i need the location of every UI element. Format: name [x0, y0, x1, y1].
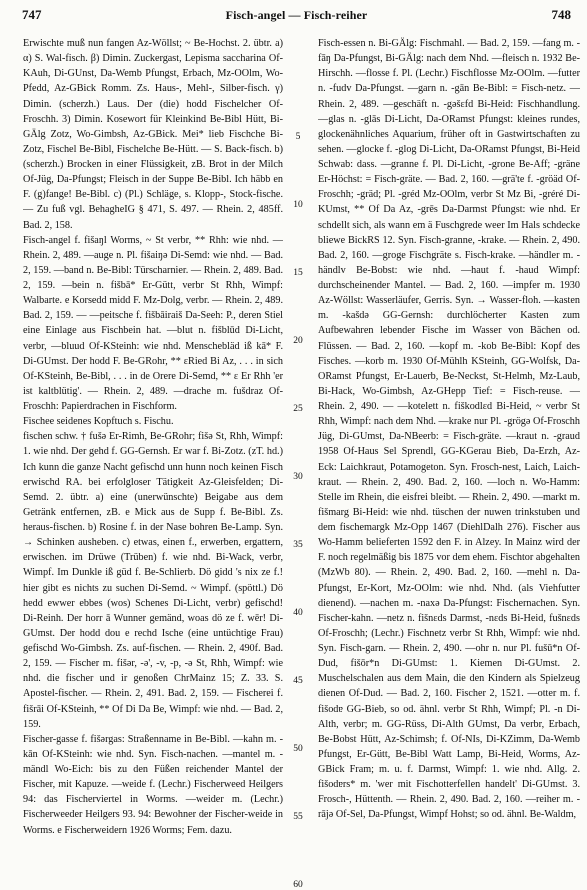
page-header [22, 4, 571, 26]
entry-fischen: fischen schw. † fušə Er-Rimh, Be-GRohr; fišə St, Rhh, Wimpf: 1. wie nhd. Der gehd f. GG-Gernsh. Er war f. Bi-Zotz. (zT. hd.) Ich kunn die ganze Nacht gefischd unn hunn noch keinen Fisch erwischd RA. bei erfolgloser Tätigkeit Az-Gleisfelden; Di-Semd. 2. übtr. a) eine (unerwünschte) Beigabe aus dem Getränk entfernen, zB. e Mick aus de Supp f. Be-Bibl. Zs. heraus-fischen. b) Rosine f. in der Nase bohren Be-Lamp. Syn. → Schinken ausheben. c) etwas, einen f., erwerben, ergattern, erwischen. im Drüwe (Trüben) f. wie nhd. Bi-Wack, verbr, Wimpf. Im Dunkle iß güd f. Be-Schlierb. Dö gidd 's nix ze f.! hier gibt es nichts zu suchen Di-Semd. ~ Wimpf. (spöttl.) Dö hedd ewwer ebbes (wos) Schenes Di-Licht, verbr) gefischd! Di-Reinh. Der horr ā Wunner gemänd, woas dö ze f. wēr! Di-GUmst. Der hodd dou e rechd Ische (eine untüchtige Frau) gefischd Wo-Gimbsh. Zs. auf-fischen. — Rhein. 2, 490f. Bad. 2, 159. — Fischer m. fišər, -ə', -v, -p, -ə St, Rhh, Wimpf: wie nhd. die fischer und ir genoßen ChrMainz 15; Z. 33. S. Apostel-fischer. — Rhein. 2, 491. Bad. 2, 159. — Fischerei f. fišrāi Of-KSteinh, ** Of Di Da Be, Wimpf: wie nhd. — Bad. 2, 159. [23, 431, 283, 730]
line-number: 50 [293, 744, 303, 754]
line-number: 20 [293, 336, 303, 346]
left-page-number: 747 [22, 7, 42, 22]
line-number: 10 [293, 200, 303, 210]
entry-fischer-gasse: Fischer-gasse f. fišərgas: Straßenname in Be-Bibl. —kahn m. -kān Of-KSteinh: wie nhd. Syn. Fisch-nachen. —mantel m. -mändl Wo-Eich: bis zu den Füßen reichender Mantel der Fischer, mit Kapuze. —weide f. (Lechr.) Fischerweed Heilgers 94: das Fischerviertel in Worms. —weider m. (Lechr.) Fischerweeder Heilgers 93. 94: Bewohner der Fischer-weide in Worms. e Fischerweidern 1926 Worms; Fem. dazu. [23, 733, 283, 836]
line-number: 35 [293, 540, 303, 550]
line-number: 55 [293, 812, 303, 822]
line-number: 40 [293, 608, 303, 618]
right-column [318, 36, 580, 864]
entry-fischee: Fischee seidenes Kopftuch s. Fischu. [23, 416, 174, 428]
line-number: 5 [295, 132, 301, 142]
right-page-number: 748 [551, 7, 571, 22]
line-number: 25 [293, 404, 303, 414]
line-number: 30 [293, 472, 303, 482]
entry-fisch-senses: Erwischte muß nun fangen Az-Wöllst; ~ Be-Hochst. 2. übtr. a) α) S. Wal-fisch. β) Dimin. Zuckergast, Lepisma saccharina Of-KAuh, Di-GUnst, Da-Wemb Pfungst, Erbach, Mz-OOlm, Wo-Pfedd, Az-GBick Romm. Zs. Haus-, Mehl-, Silber-fisch. γ) Dimin. (scherzh.) Laus. Der (die) hodd Fischelcher Of-Froschh. 3) Dimin. Kosewort für Kleinkind Be-Bibl Hütt, Bi-GÄlg Zotz, Wo-Gimbsh, Az-GBick. Mei* lieb Fischche Bi-Zotz, Fischel Be-Bibl, Fischelche Be-Hütt. — S. Back-fisch. b) (scherzh.) Brocken in einer Flüssigkeit, zB. Brot in der Milch Of-Jüg, Da-Pfungst; Fleisch in der Suppe Be-Bibl. Ich häbb en F. (g)fange! Be-Bibl. c) (Pl.) Schläge, s. Klopp-, Stock-fische. — Zu fuß vgl. BehagheIG § 471, S. 497. — Rhein. 2, 485ff. Bad. 2, 158. [23, 38, 283, 231]
entry-fisch-essen: Fisch-essen n. Bi-GÄlg: Fischmahl. — Bad. 2, 159. —fang m. -fāŋ Da-Pfungst, Bi-GÄlg: nach dem Nhd. —fleisch n. 1932 Be-Hirschh. —flosse f. Pl. (Lechr.) Fischflosse Mz-OOlm. —futter n. -fudv Da-Pfungst. —garn n. -gān Be-Bibl: = Fisch-netz. — Rhein. 2, 489. —geschäft n. -gəšɛfd Bi-Heid: Fischhandlung. —glas n. -glās Di-Licht, Da-ORamst Pfungst: kleines rundes, glockenähnliches Aquarium, früher oft in Gastwirtschaften zu sehen. —glocke f. -glog Di-Licht, Da-ORamst Pfungst, Bi-Heid Schwab: dass. —granne f. Pl. Di-Licht, -grone Be-Aff; -gräne Er-Höchst: = Fisch-gräte. — Bad. 2, 160. —grä'te f. -gröäd Of-Froschh; -gräd; Pl. -gréd Mz-OOlm, verbr St Mz Bi, -gréré Di-KUmst, ** Of Da Az, -grēs Da-Darmst Pfungst: wie nhd. Er schdellt sich, als wann em ä Fuschgrede weer Im Hals schdecke bliewe BickRS 12. Syn. Fisch-granne, -krake. — Rhein. 2, 490. Bad. 2, 160. —groge Fischgräte s. Fisch-krake. —händler m. -händlv Be-Bobst: wie nhd. —haut f. -haud Wimpf: durchscheinender Mantel. — Bad. 2, 160. —impfer m. 1930 Az-Wöllst: Wasserläufer, Gerris. Syn. → Wasser-floh. —kasten m. -kašdə GG-Gernsh: durchlöcherter Kasten zum Aufbewahren lebender Fische im Wasser von Bächen od. Flüssen. — Bad. 2, 160. —kopf m. -kob Be-Bibl: Kopf des Fisches. —korb m. 1930 Of-Mühlh KSteinh, GG-Wolfsk, Da-ORamst Pfungst, Er-Lauerb, Be-Neckst, St-Helmh, Mz-Laub, Bi-Hack, Wo-Gimbsh, Az-GHepp Tief: = Fisch-reuse. — Rhein. 2, 490. — —kotelett n. fiškodlɛd Bi-Heid, ~ verbr St Rhh, Wimpf: nach dem Nhd. —krake nur Pl. -grögə Of-Froschh Jüg, Di-GUmst, Da-NBeerb: = Fisch-gräte. —kraut n. -graud 1958 Of-Haus Sel Sprendl, GG-KGerau Bieb, Da-Erzh, Az-Eck: Laichkraut, Potamogeton. Syn. Frosch-nest, Laich, Laich-kraut. — Rhein. 2, 490. Bad. 2, 160. —loch n. Wo-Hamm: Stelle im Rhein, die eisfrei bleibt. — Rhein. 2, 490. —markt m. fišmarg Bi-Heid: wie nhd. tüschen der nuwen trinkstuben und dem fischemargk Mz-Opp 1467 (DiehlDalh 276). Fischer aus Wo-Hamm belieferten 1592 den F. in Alzey. In Mainz wird der F. noch regelmäßig bis 1875 vor dem ehem. Fischtor abgehalten (MzWb 80). — Rhein. 2, 490. Bad. 2, 160. —mehl n. Da-Pfungst, Er-Kort, Mz-OOlm: wie nhd. Nhd. (als Viehfutter dienend). —nachen m. -naxə Da-Pfungst: Fischernachen. Syn. Fischer-kahn. —netz n. fišnɛds Darmst, -nɛds Bi-Heid, fušnɛds Of-Froschh; (Lechr.) Fischnetz verbr St Rhh, Wimpf: wie nhd. Syn. Fisch-garn. — Rhein. 2, 490. —ohr n. nur Pl. fušū*n Of-Dud, fišōr*n Di-GUmst: 1. Kiemen Di-GUmst. 2. Muschelschalen aus dem Main, die den Kindern als Spielzeug dienen Of-Dud. — Bad. 2, 160. Fischer 2, 1521. —otter m. f. fišodɐ GG-Bieb, so od. ähnl. verbr St Rhh, Wimpf; Pl. -n Di-Alth, verbr; m. GG-Rüss, Di-Alth GUmst, Da verbr, Erbach, Be-Bobst Hütt, Az-Schimsh; f. Of-NIs, Di-KZimm, Da-Wemb Pfungst, Er-Gütt, Be-Bibl Watt Lamp, Bi-Heid, Worms, Az-GBick Fram; m. u. f. Darmst, Wimpf: 1. wie nhd. Allg. 2. fišodɐrs* m. 'wer mit Fischotterfellen handelt' Di-GUmst. 3. Frosch-, Hüttenth. — Rhein. 2, 490. Bad. 2, 160. —reiher m. -rājə Of-Sel, Da-Pfungst, Wimpf Hohst; so od. ähnl. Be-Waldm, [318, 38, 580, 821]
left-column [23, 36, 283, 864]
line-number-gutter [291, 36, 305, 890]
line-number: 45 [293, 676, 303, 686]
line-number: 60 [293, 880, 303, 890]
running-title: Fisch-angel — Fisch-reiher [225, 7, 368, 22]
entry-fisch-angel: Fisch-angel f. fišaŋl Worms, ~ St verbr, ** Rhh: wie nhd. — Rhein. 2, 489. —auge n. Pl. fišaiŋə Di-Semd: wie nhd. — Bad. 2, 159. —band n. Be-Bibl: Türscharnier. — Rhein. 2, 489. Bad. 2, 159. —bein n. fišbā* Er-Gütt, verbr St Rhh, Wimpf: Walbarte. e Korsedd midd F. Mz-Dolg, verbr. — Rhein. 2, 489. Bad. 2, 159. — —peitsche f. fišbāiraiš Da-Seeh: P., deren Stiel eine Einlage aus Fischbein hat. —blut n. fišblūd Di-Licht, verbr, —bluud Of-KSteinh: wie nhd. Menschebläd iß kā* F. Di-GUmst. Der hodd F. Be-GRohr, ** ɛRied Bi Az, . . . in sich Of-KSteinh, Be-Bibl, . . . in de Orere Di-Semd, ** ɛ Er Rhh 'er ist kaltblütig'. — Rhein. 2, 489. —drache m. fušdraz Of-Froschh: Papierdrachen in Fischform. [23, 234, 283, 412]
line-number: 15 [293, 268, 303, 278]
